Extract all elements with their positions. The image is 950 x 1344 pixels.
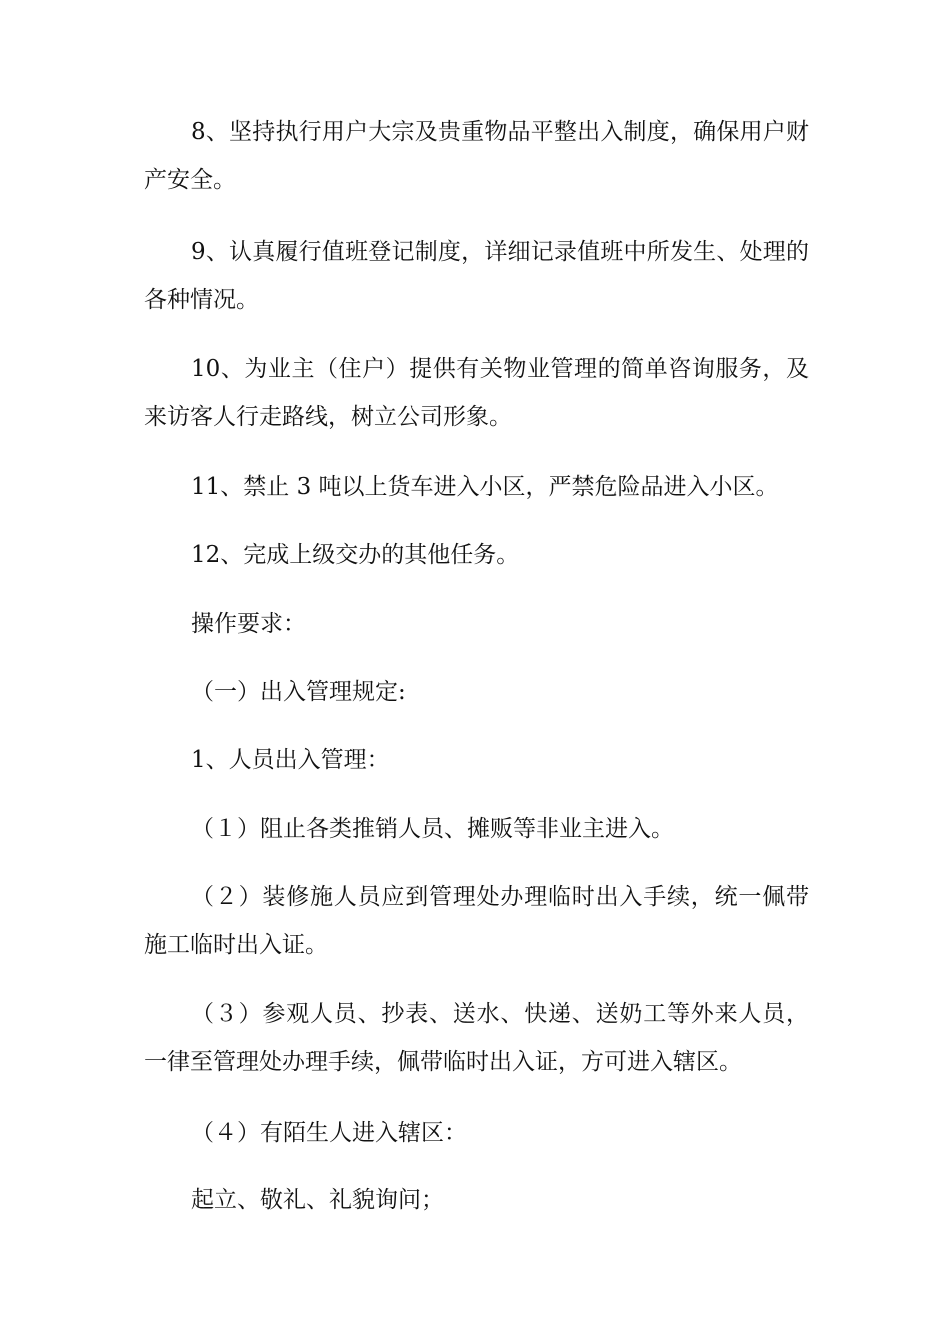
subsection-heading-access-rules: （一）出入管理规定: <box>191 679 406 705</box>
paragraph-item-10: 10、为业主（住户）提供有关物业管理的简单咨询服务，及来访客人行走路线，树立公司形象。 <box>144 356 809 430</box>
paragraph-item-12: 12、完成上级交办的其他任务。 <box>191 542 520 568</box>
paragraph-item-8: 8、坚持执行用户大宗及贵重物品平整出入制度，确保用户财产安全。 <box>144 119 809 193</box>
procedure-line: 起立、敬礼、礼貌询问； <box>191 1187 444 1213</box>
list-item-3: （３）参观人员、抄表、送水、快递、送奶工等外来人员，一律至管理处办理手续，佩带临时出入证，方可进入辖区。 <box>144 1001 809 1075</box>
list-item-2: （２）装修施人员应到管理处办理临时出入手续，统一佩带施工临时出入证。 <box>144 884 809 958</box>
paragraph-item-11: 11、禁止 3 吨以上货车进入小区，严禁危险品进入小区。 <box>191 474 779 500</box>
list-item-4: （４）有陌生人进入辖区： <box>191 1120 467 1146</box>
paragraph-item-9: 9、认真履行值班登记制度，详细记录值班中所发生、处理的各种情况。 <box>144 239 809 313</box>
list-heading-personnel-access: 1、人员出入管理： <box>191 747 390 773</box>
section-heading-operation-requirements: 操作要求： <box>191 611 306 637</box>
list-item-1: （１）阻止各类推销人员、摊贩等非业主进入。 <box>191 816 674 842</box>
